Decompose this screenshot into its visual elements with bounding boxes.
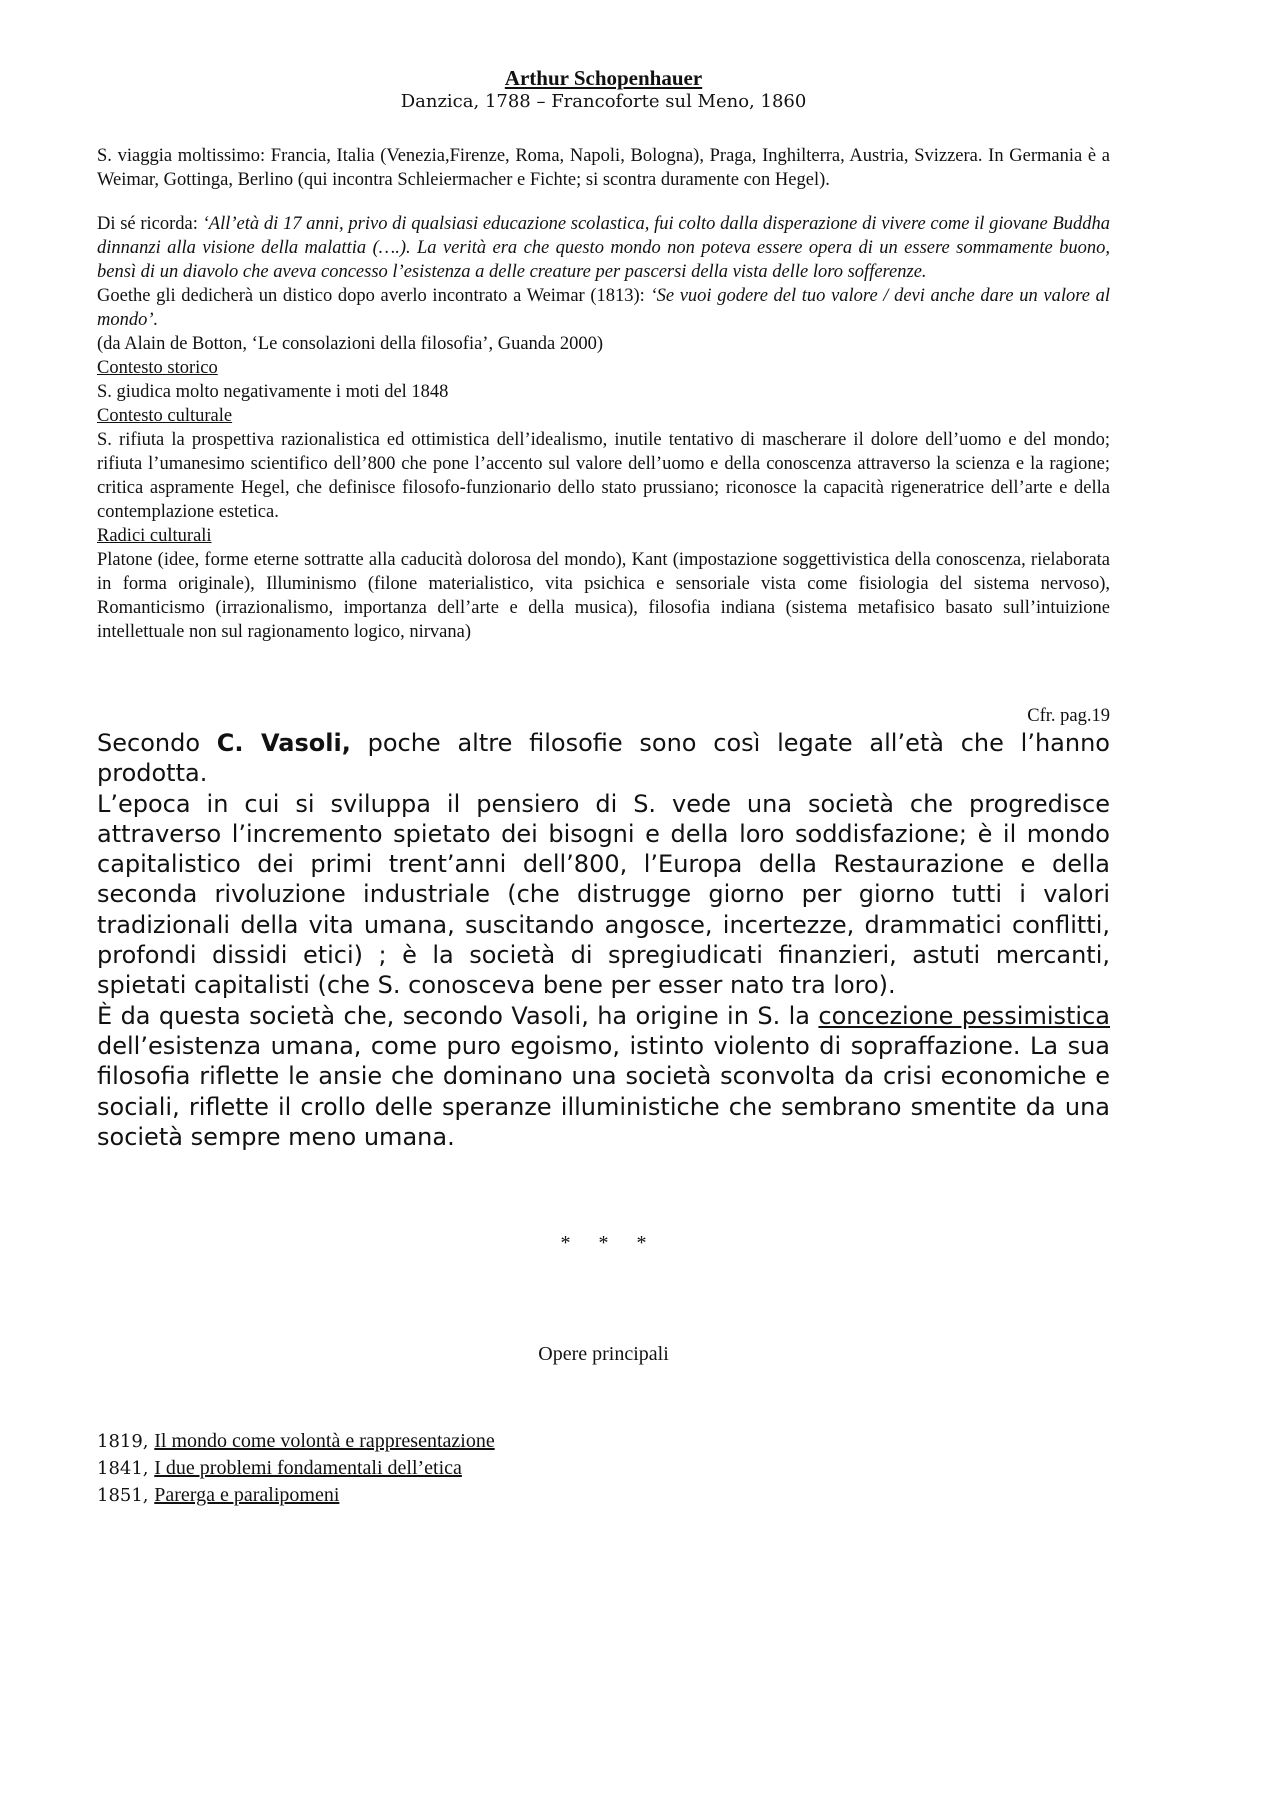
list-item xyxy=(97,1455,1110,1482)
storico-text: S. giudica molto negativamente i moti del 1848 xyxy=(97,382,449,402)
goethe-quote: ‘Se vuoi godere del tuo valore / devi anche dare un valore al mondo’. xyxy=(97,286,1110,330)
remembers-lead: Di sé ricorda: xyxy=(97,214,203,234)
opera-name: Parerga e paralipomeni xyxy=(154,1484,340,1507)
radici-text: Platone (idee, forme eterne sottratte alla caducità dolorosa del mondo), Kant (impostazione soggettivistica della conoscenza, rielaborata in forma originale), Illuminismo (filone materialistico, vita psichica e sensoriale vista come fisiologia del sistema nervoso), Romanticismo (irrazionalismo, importanza dell’arte e della musica), filosofia indiana (sistema metafisico basato sull’intuizione intellettuale non sul ragionamento logico, nirvana) xyxy=(97,550,1110,642)
separator-star: * xyxy=(636,1232,647,1255)
document-page xyxy=(97,66,1110,1509)
radici-heading: Radici culturali xyxy=(97,526,212,546)
remembers-paragraph xyxy=(97,212,1110,284)
vasoli-paragraph-3 xyxy=(97,1001,1110,1152)
source-citation: (da Alain de Botton, ‘Le consolazioni della filosofia’, Guanda 2000) xyxy=(97,334,604,354)
travels-paragraph: S. viaggia moltissimo: Francia, Italia (Venezia,Firenze, Roma, Napoli, Bologna), Praga, Inghilterra, Austria, Svizzera. In Germania è a Weimar, Gottinga, Berlino (qui incontra Schleiermacher e Fichte; si scontra duramente con Hegel). xyxy=(97,146,1110,190)
vasoli-paragraph-1 xyxy=(97,728,1110,789)
vasoli-p3-rest: dell’esistenza umana, come puro egoismo, istinto violento di sopraffazione. La sua filosofia riflette le ansie che dominano una società sconvolta da crisi economiche e sociali, riflette il crollo delle speranze illuministiche che sembrano smentite da una società sempre meno umana. xyxy=(97,1031,1110,1151)
opera-year: 1819, xyxy=(97,1431,155,1453)
page-subtitle: Danzica, 1788 – Francoforte sul Meno, 1860 xyxy=(400,91,807,112)
cfr-reference: Cfr. pag.19 xyxy=(1027,706,1110,726)
separator-star: * xyxy=(560,1232,571,1255)
opera-year: 1841, xyxy=(97,1458,155,1480)
vasoli-name: C. Vasoli, xyxy=(216,729,351,757)
opere-title: Opere principali xyxy=(538,1343,669,1366)
concezione-pessimistica: concezione pessimistica xyxy=(818,1001,1110,1030)
opera-name: I due problemi fondamentali dell’etica xyxy=(154,1457,462,1480)
list-item xyxy=(97,1428,1110,1455)
separator xyxy=(97,1232,1110,1255)
title-block xyxy=(97,66,1110,114)
goethe-lead: Goethe gli dedicherà un distico dopo averlo incontrato a Weimar (1813): xyxy=(97,286,651,306)
vasoli-p3-lead: È da questa società che, secondo Vasoli, ha origine in S. la xyxy=(97,1001,819,1030)
goethe-paragraph xyxy=(97,284,1110,332)
vasoli-paragraph-2: L’epoca in cui si sviluppa il pensiero di S. vede una società che progredisce attraverso l’incremento spietato dei bisogni e della loro soddisfazione; è il mondo capitalistico dei primi trent’anni dell’800, l’Europa della Restaurazione e della seconda rivoluzione industriale (che distrugge giorno per giorno tutti i valori tradizionali della vita umana, suscitando angosce, incertezze, drammatici conflitti, profondi dissidi etici) ; è la società di spregiudicati finanzieri, astuti mercanti, spietati capitalisti (che S. conosceva bene per esser nato tra loro). xyxy=(97,789,1110,1000)
vasoli-p1-lead: Secondo xyxy=(97,729,217,757)
opera-name: Il mondo come volontà e rappresentazione xyxy=(154,1430,495,1453)
separator-star: * xyxy=(598,1232,609,1255)
opere-list xyxy=(97,1428,1110,1509)
vasoli-p1-rest: poche altre filosofie sono così legate all’età che l’hanno prodotta. xyxy=(97,729,1110,788)
opera-year: 1851, xyxy=(97,1485,155,1507)
page-title: Arthur Schopenhauer xyxy=(504,66,703,90)
culturale-text: S. rifiuta la prospettiva razionalistica ed ottimistica dell’idealismo, inutile tentativo di mascherare il dolore dell’uomo e del mondo; rifiuta l’umanesimo scientifico dell’800 che pone l’accento sul valore dell’uomo e della conoscenza attraverso la scienza e la ragione; critica aspramente Hegel, che definisce filosofo-funzionario dello stato prussiano; riconosce la capacità rigeneratrice dell’arte e della contemplazione estetica. xyxy=(97,430,1110,522)
culturale-heading: Contesto culturale xyxy=(97,406,233,426)
storico-heading: Contesto storico xyxy=(97,358,218,378)
remembers-quote: ‘All’età di 17 anni, privo di qualsiasi educazione scolastica, fui colto dalla disperazione di vivere come il giovane Buddha dinnanzi alla visione della malattia (….). La verità era che questo mondo non poteva essere opera di un essere sommamente buono, bensì di un diavolo che aveva concesso l’esistenza a delle creature per pascersi della vista delle loro sofferenze. xyxy=(97,214,1111,282)
list-item xyxy=(97,1482,1110,1509)
